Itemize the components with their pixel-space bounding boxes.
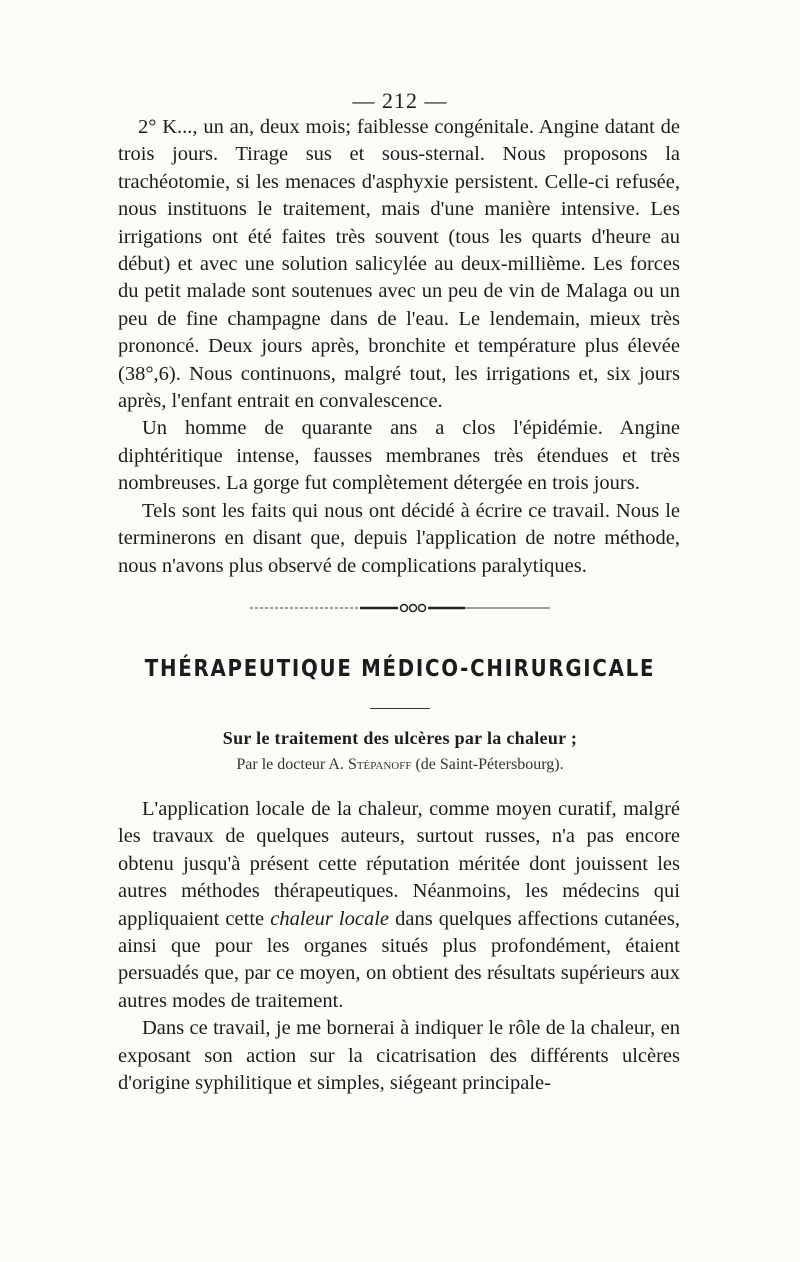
byline-suffix: (de Saint-Pétersbourg). — [411, 756, 564, 773]
article-text — [118, 796, 680, 1097]
section-title: THÉRAPEUTIQUE MÉDICO-CHIRURGICALE — [144, 656, 656, 682]
article-paragraph-1 — [118, 796, 680, 1015]
ornamental-divider — [250, 598, 550, 618]
paragraph-case-2: 2° K..., un an, deux mois; faiblesse congénitale. Angine datant de trois jours. Tirage sus et sous-sternal. Nous proposons la trachéotomie, si les menaces d'asphyxie persistent. Celle-ci refusée, nous instituons le traitement, mais d'une manière intensive. Les irrigations ont été faites très souvent (tous les quarts d'heure au début) et avec une solution salicylée au deux-millième. Les forces du petit malade sont soutenues avec un peu de vin de Malaga ou un peu de fine champagne dans de l'eau. Le lendemain, mieux très prononcé. Deux jours après, bronchite et température plus élevée (38°,6). Nous continuons, malgré tout, les irrigations et, six jours après, l'enfant entrait en convalescence. — [118, 116, 680, 413]
article-paragraph-1-part-b: dans quelques affections cutanées, ainsi que pour les organes situés plus profondément, étaient persuadés que, par ce moyen, on obtient des résultats supérieurs aux autres modes de traitement. — [118, 907, 680, 1012]
byline-prefix: Par le docteur A. — [236, 756, 348, 773]
paragraph-case-adult: Un homme de quarante ans a clos l'épidémie. Angine diphtéritique intense, fausses membranes très étendues et très nombreuses. La gorge fut complètement détergée en trois jours. — [118, 417, 680, 495]
byline-author: Stépanoff — [347, 756, 412, 773]
article-paragraph-2: Dans ce travail, je me bornerai à indiquer le rôle de la chaleur, en exposant son action sur la cicatrisation des différents ulcères d'origine syphilitique et simples, siégeant principale- — [118, 1017, 680, 1095]
article-paragraph-1-part-a: L'application locale de la chaleur, comme moyen curatif, malgré les travaux de quelques auteurs, surtout russes, n'a pas encore obtenu jusqu'à présent cette réputation méritée dont jouissent les autres méthodes thérapeutiques. Néanmoins, les médecins qui appliquaient cette — [118, 798, 680, 930]
paragraph-conclusion: Tels sont les faits qui nous ont décidé à écrire ce travail. Nous le terminerons en disant que, depuis l'application de notre méthode, nous n'avons plus observé de complications paralytiques. — [118, 499, 680, 577]
emphasis-chaleur-locale: chaleur locale — [270, 907, 390, 930]
page-number: — 212 — — [352, 88, 448, 113]
article-title: Sur le traitement des ulcères par la chaleur ; — [222, 728, 578, 748]
case-report-text — [118, 114, 680, 580]
title-divider — [370, 708, 430, 709]
article-byline — [0, 756, 800, 774]
